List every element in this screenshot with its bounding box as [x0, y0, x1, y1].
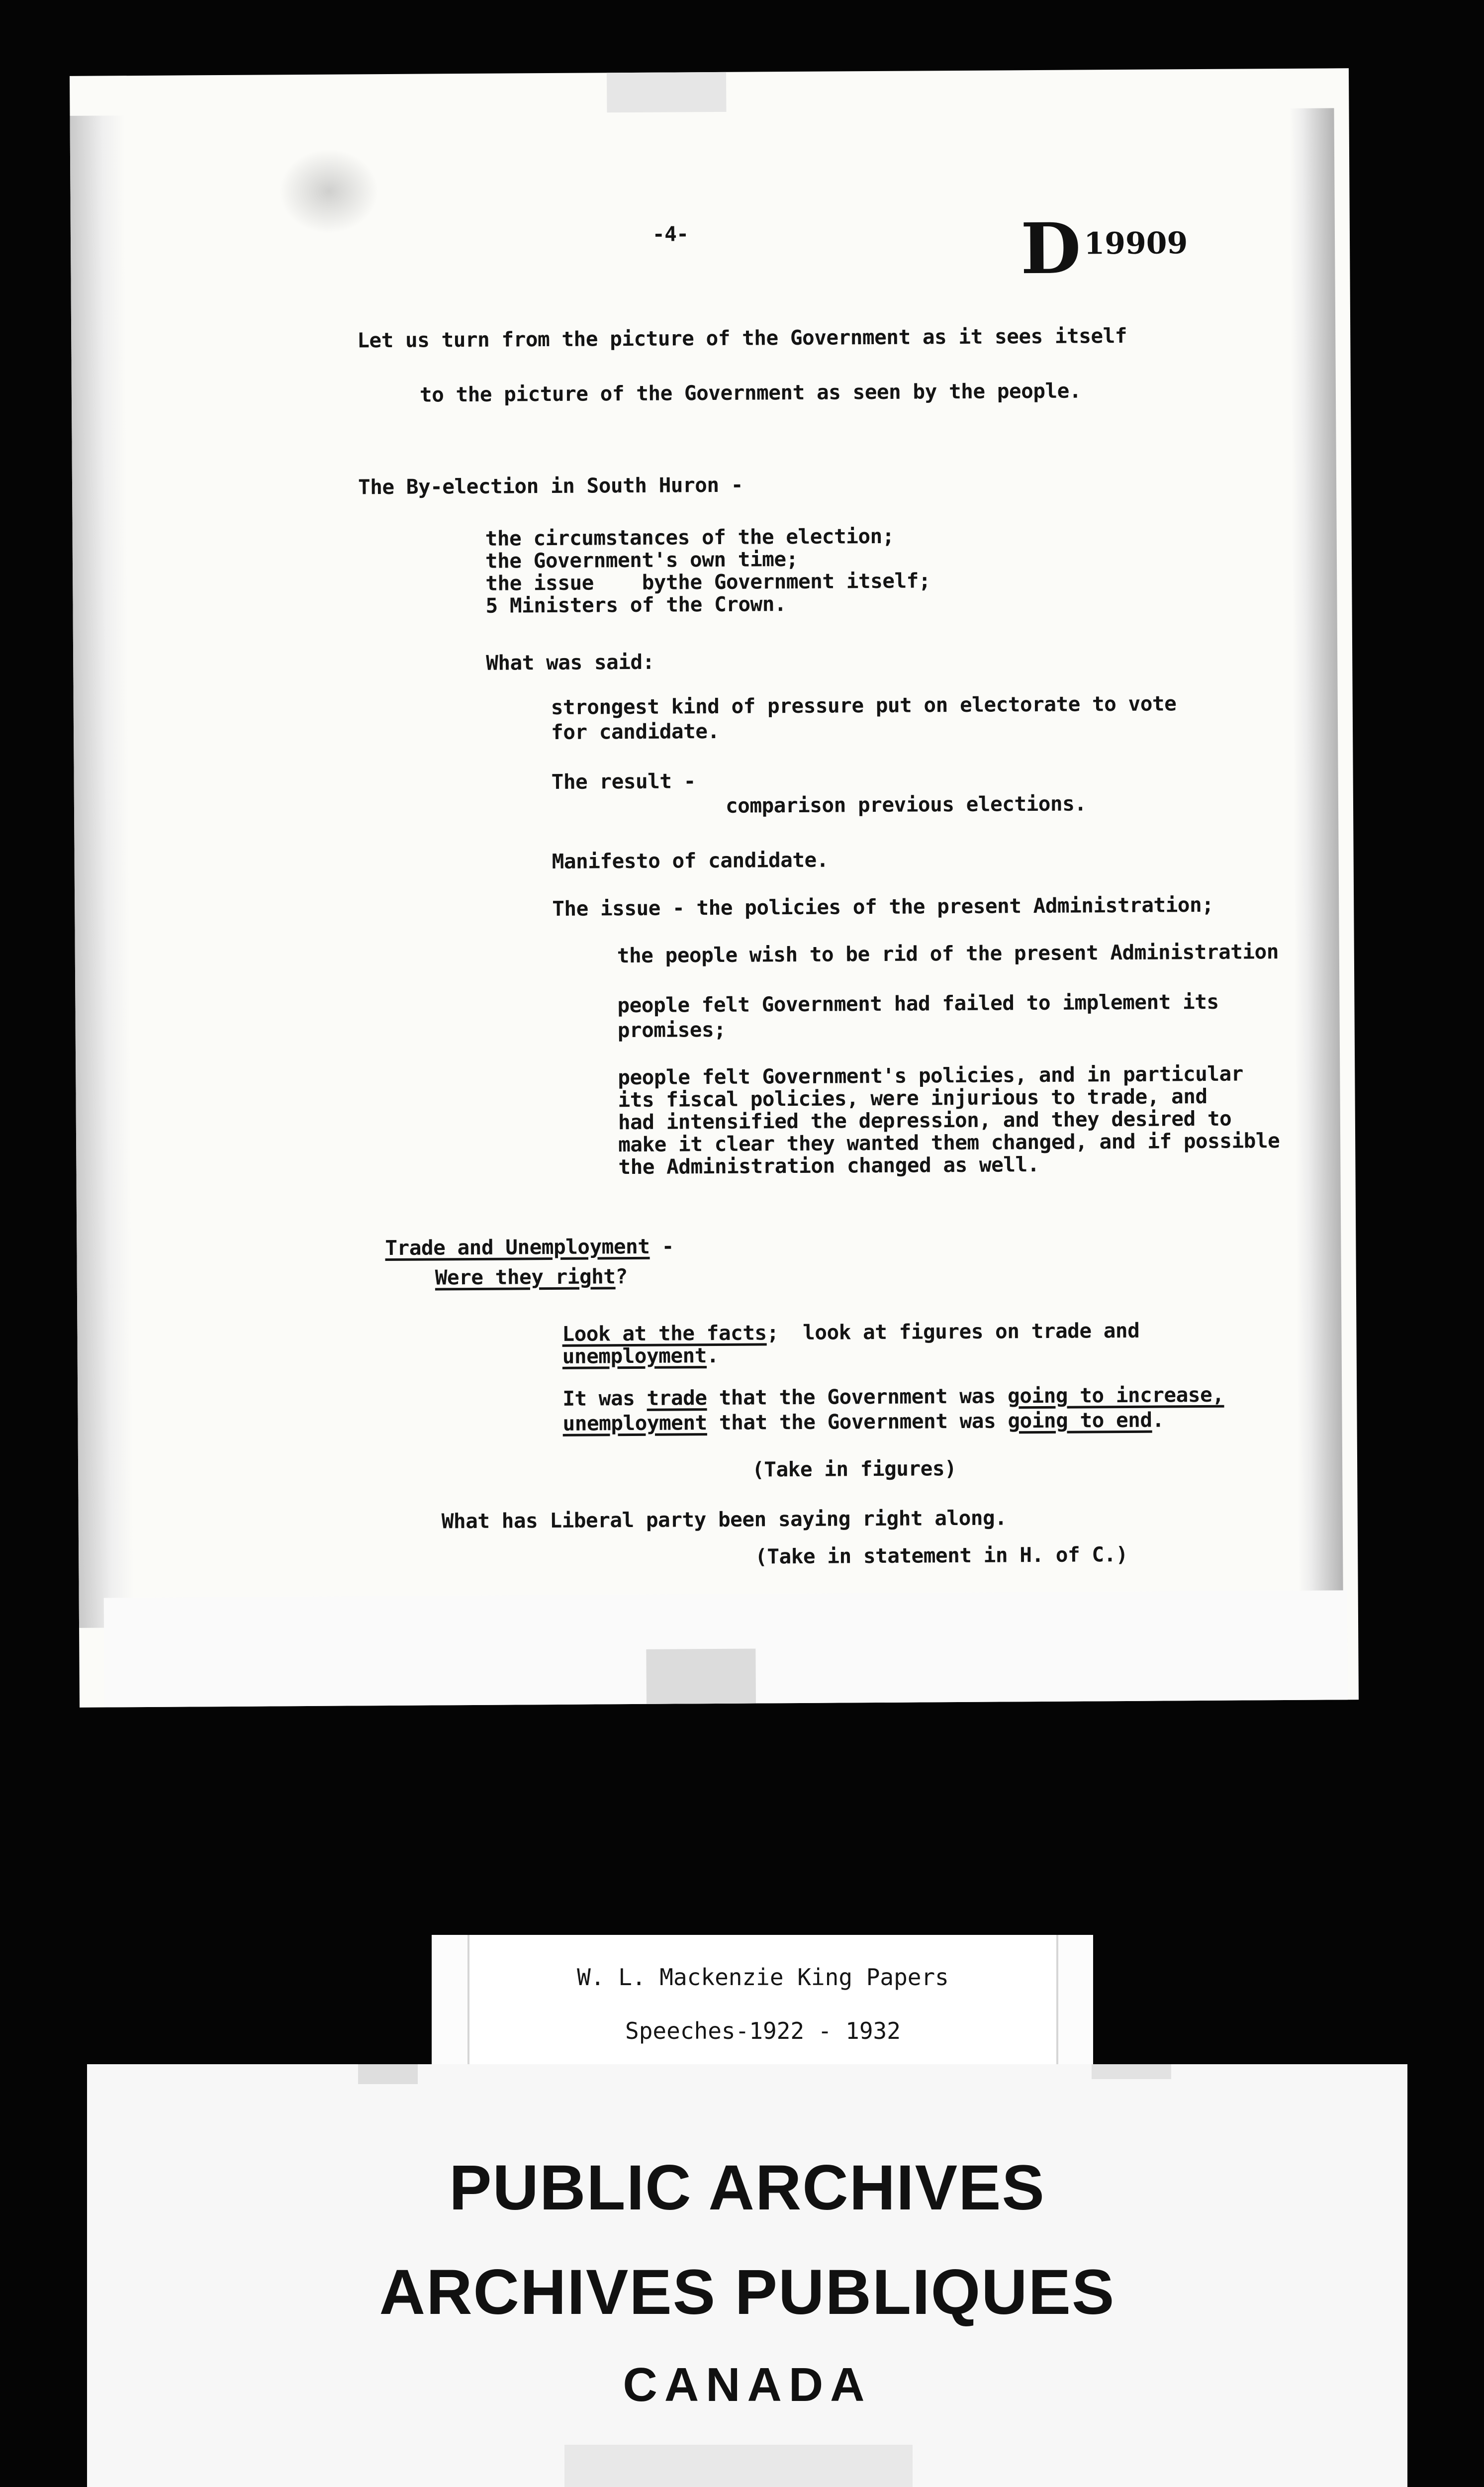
collection-tag-card [467, 1935, 1058, 2069]
facts-rest: ; look at figures on trade and [766, 1318, 1140, 1345]
ink-smudge [279, 149, 379, 234]
fiscal-line: people felt Government's policies, and in particular [618, 1061, 1244, 1090]
byelection-heading: The By-election in South Huron - [358, 473, 743, 499]
fiscal-line: the Administration changed as well. [618, 1152, 1040, 1179]
circumstance-item: the Government's own time; [485, 547, 798, 573]
take-figures: (Take in figures) [751, 1456, 957, 1482]
intro-line-1: Let us turn from the picture of the Government as it sees itself [357, 323, 1127, 353]
label-clip [564, 2445, 913, 2487]
fiscal-line: make it clear they wanted them changed, and if possible [618, 1129, 1280, 1157]
unemp-b: that the Government was [707, 1409, 1008, 1435]
label-tab [358, 2064, 418, 2084]
liberal-line: What has Liberal party been saying right along. [441, 1506, 1007, 1533]
trade-heading [385, 1234, 674, 1261]
trade-b: trade [647, 1386, 707, 1410]
fiscal-line: its fiscal policies, were injurious to trade, and [618, 1084, 1207, 1112]
collection-series: Speeches-1922 - 1932 [625, 2017, 901, 2044]
manifesto-line: Manifesto of candidate. [552, 848, 829, 873]
label-tab [1092, 2064, 1171, 2079]
rid-line: the people wish to be rid of the present Administration [617, 940, 1279, 968]
failed-line: promises; [617, 1017, 726, 1043]
what-was-said: What was said: [486, 650, 654, 675]
circumstance-item: the issue bythe Government itself; [485, 569, 931, 595]
result-detail: comparison previous elections. [725, 791, 1087, 818]
circumstance-item: the circumstances of the election; [485, 524, 895, 551]
result-label: The result - [551, 769, 696, 794]
page-number: -4- [652, 222, 689, 246]
unemp-d: . [1152, 1408, 1164, 1432]
archives-country: CANADA [623, 2358, 872, 2411]
clip-mark-top [607, 72, 726, 112]
issue-line: The issue - the policies of the present Administration; [552, 892, 1214, 921]
were-they-right-mark: ? [615, 1264, 628, 1289]
pressure-line: for candidate. [551, 719, 720, 744]
unemp-a: unemployment [562, 1411, 707, 1435]
facts-line [562, 1318, 1139, 1346]
page-curl-shadow-right [1289, 108, 1343, 1640]
were-they-right-text: Were they right [435, 1264, 616, 1290]
trade-a: It was [562, 1386, 647, 1411]
doc-id-number: 19909 [1084, 226, 1188, 262]
facts-second: unemployment [562, 1343, 707, 1368]
trade-heading-text: Trade and Unemployment [385, 1234, 650, 1260]
trade-line [562, 1382, 1224, 1411]
doc-id-prefix: D [1020, 208, 1082, 290]
failed-line: people felt Government had failed to implement its [617, 989, 1219, 1018]
trade-c: that the Government was [707, 1384, 1008, 1410]
page-curl-shadow-left [70, 115, 134, 1628]
clip-mark-bottom [646, 1649, 756, 1704]
were-they-right [435, 1264, 628, 1290]
facts-line-2 [562, 1343, 719, 1369]
unemp-c: going to end [1008, 1408, 1152, 1433]
archives-title-en: PUBLIC ARCHIVES [449, 2152, 1045, 2223]
archives-label [87, 2064, 1407, 2487]
collection-name: W. L. Mackenzie King Papers [577, 1964, 949, 1991]
pressure-line: strongest kind of pressure put on electorate to vote [551, 691, 1177, 719]
fiscal-line: had intensified the depression, and they desired to [618, 1106, 1232, 1135]
trade-heading-dash: - [649, 1234, 674, 1258]
circumstance-item: 5 Ministers of the Crown. [485, 592, 787, 618]
archives-title-fr: ARCHIVES PUBLIQUES [379, 2257, 1115, 2328]
intro-line-2: to the picture of the Government as seen by the people. [419, 379, 1082, 407]
take-statement: (Take in statement in H. of C.) [755, 1542, 1128, 1569]
facts-second-end: . [706, 1343, 719, 1368]
document-id-stamp [1020, 208, 1188, 290]
collection-tag [432, 1935, 1093, 2069]
facts-label: Look at the facts [562, 1321, 767, 1346]
document-page [70, 68, 1359, 1708]
trade-d: going to increase, [1007, 1382, 1224, 1408]
unemployment-line [562, 1407, 1164, 1435]
